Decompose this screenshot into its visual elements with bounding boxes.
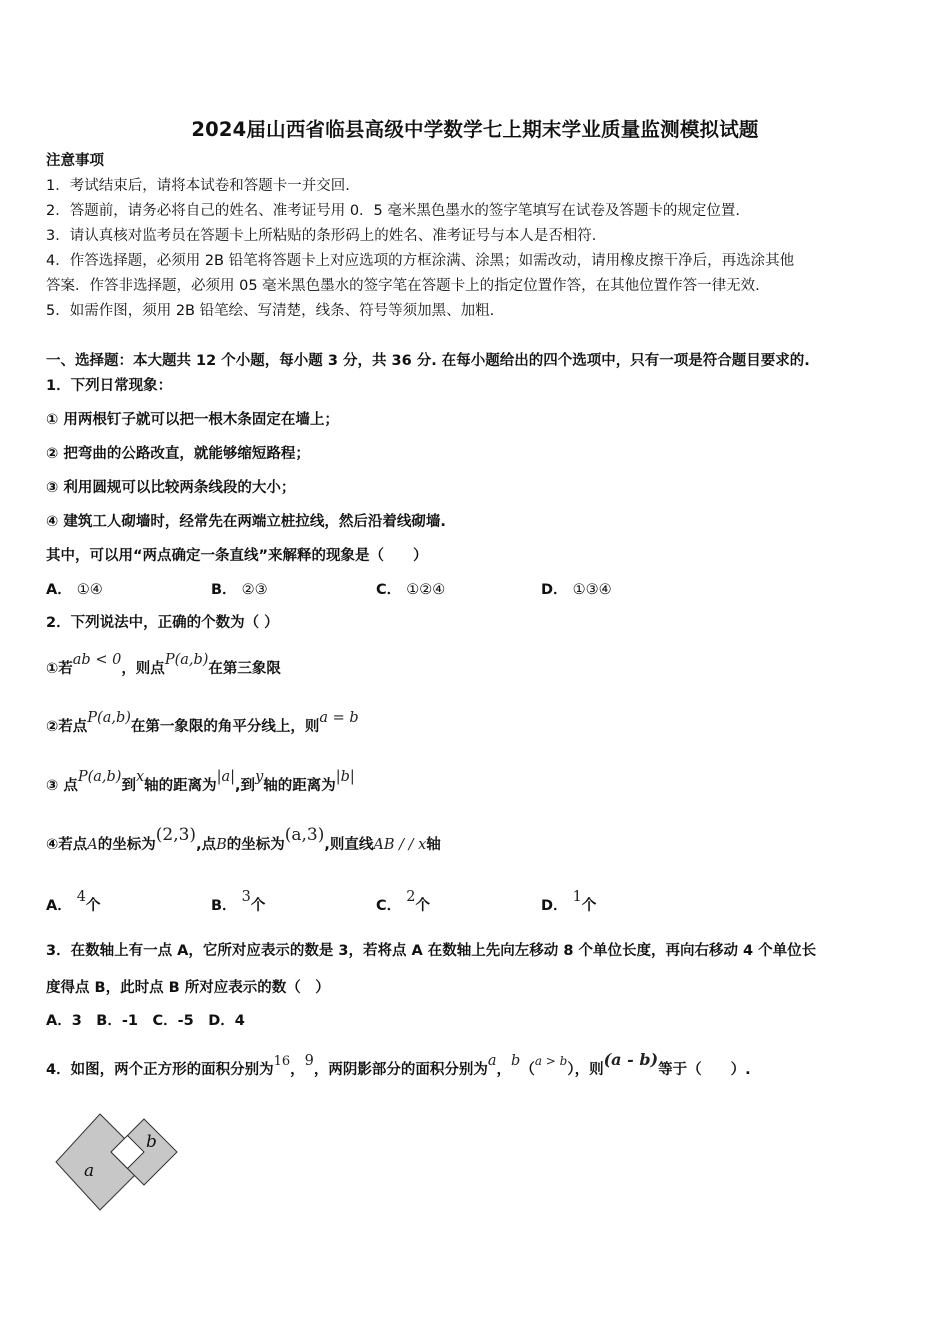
section-heading: 一、选择题：本大题共 12 个小题，每小题 3 分，共 36 分. 在每小题给出的四个选项中，只有一项是符合题目要求的. [46,353,810,369]
q1-option-d: D． ①③④ [541,582,612,598]
notice-item-4-cont: 答案．作答非选择题，必须用 05 毫米黑色墨水的签字笔在答题卡上的指定位置作答，在其他位置作答一律无效. [46,278,760,294]
q2-option-a: A． 4个 [46,889,101,914]
label-b: b [146,1132,157,1152]
q2-statement-1: ①若ab < 0，则点P(a,b)在第三象限 [46,652,281,677]
q2-statement-2: ②若点P(a,b)在第一象限的角平分线上，则a = b [46,710,359,735]
q1-statement-2: ② 把弯曲的公路改直，就能够缩短路程； [46,446,310,462]
q3-line-2: 度得点 B，此时点 B 所对应表示的数（ ） [46,980,330,996]
q1-option-c: C． ①②④ [376,582,446,598]
q1-option-a: A． ①④ [46,582,103,598]
q1-stem: 1．下列日常现象： [46,378,173,394]
q2-option-d: D． 1个 [541,889,597,914]
q2-option-c: C． 2个 [376,889,430,914]
q1-statement-1: ① 用两根钉子就可以把一根木条固定在墙上； [46,412,339,428]
label-a: a [84,1161,95,1181]
two-squares-figure [52,1110,187,1212]
q3-options: A．3 B．-1 C．-5 D．4 [46,1013,245,1029]
q1-statement-4: ④ 建筑工人砌墙时，经常先在两端立桩拉线，然后沿着线砌墙. [46,514,446,530]
q2-statement-4: ④若点A的坐标为(2,3),点B的坐标为(a,3),则直线AB / / x轴 [46,825,441,853]
notice-heading: 注意事项 [46,153,104,169]
q1-option-b: B． ②③ [211,582,268,598]
q1-question: 其中，可以用“两点确定一条直线”来解释的现象是（ ） [46,548,428,564]
q2-stem: 2．下列说法中，正确的个数为（ ） [46,615,279,631]
q2-option-b: B． 3个 [211,889,266,914]
q4-stem: 4．如图，两个正方形的面积分别为16，9，两阴影部分的面积分别为a，b（$^{a > b}$），则(a - b)等于（ ）. [46,1050,751,1078]
q3-line-1: 3．在数轴上有一点 A，它所对应表示的数是 3，若将点 A 在数轴上先向左移动 8 个单位长度，再向右移动 4 个单位长 [46,943,817,959]
q2-statement-3: ③ 点P(a,b)到x轴的距离为|a|,到y轴的距离为|b| [46,769,355,794]
notice-item-4: 4．作答选择题，必须用 2B 铅笔将答题卡上对应选项的方框涂满、涂黑；如需改动，请用橡皮擦干净后，再选涂其他 [46,253,795,269]
page-title: 2024届山西省临县高级中学数学七上期末学业质量监测模拟试题 [191,118,759,141]
notice-item-3: 3．请认真核对监考员在答题卡上所粘贴的条形码上的姓名、准考证号与本人是否相符. [46,228,597,244]
q1-statement-3: ③ 利用圆规可以比较两条线段的大小； [46,480,296,496]
notice-item-5: 5．如需作图，须用 2B 铅笔绘、写清楚，线条、符号等须加黑、加粗. [46,303,495,319]
notice-item-2: 2．答题前，请务必将自己的姓名、准考证号用 0．5 毫米黑色墨水的签字笔填写在试卷及答题卡的规定位置. [46,203,740,219]
notice-item-1: 1．考试结束后，请将本试卷和答题卡一并交回. [46,178,350,194]
